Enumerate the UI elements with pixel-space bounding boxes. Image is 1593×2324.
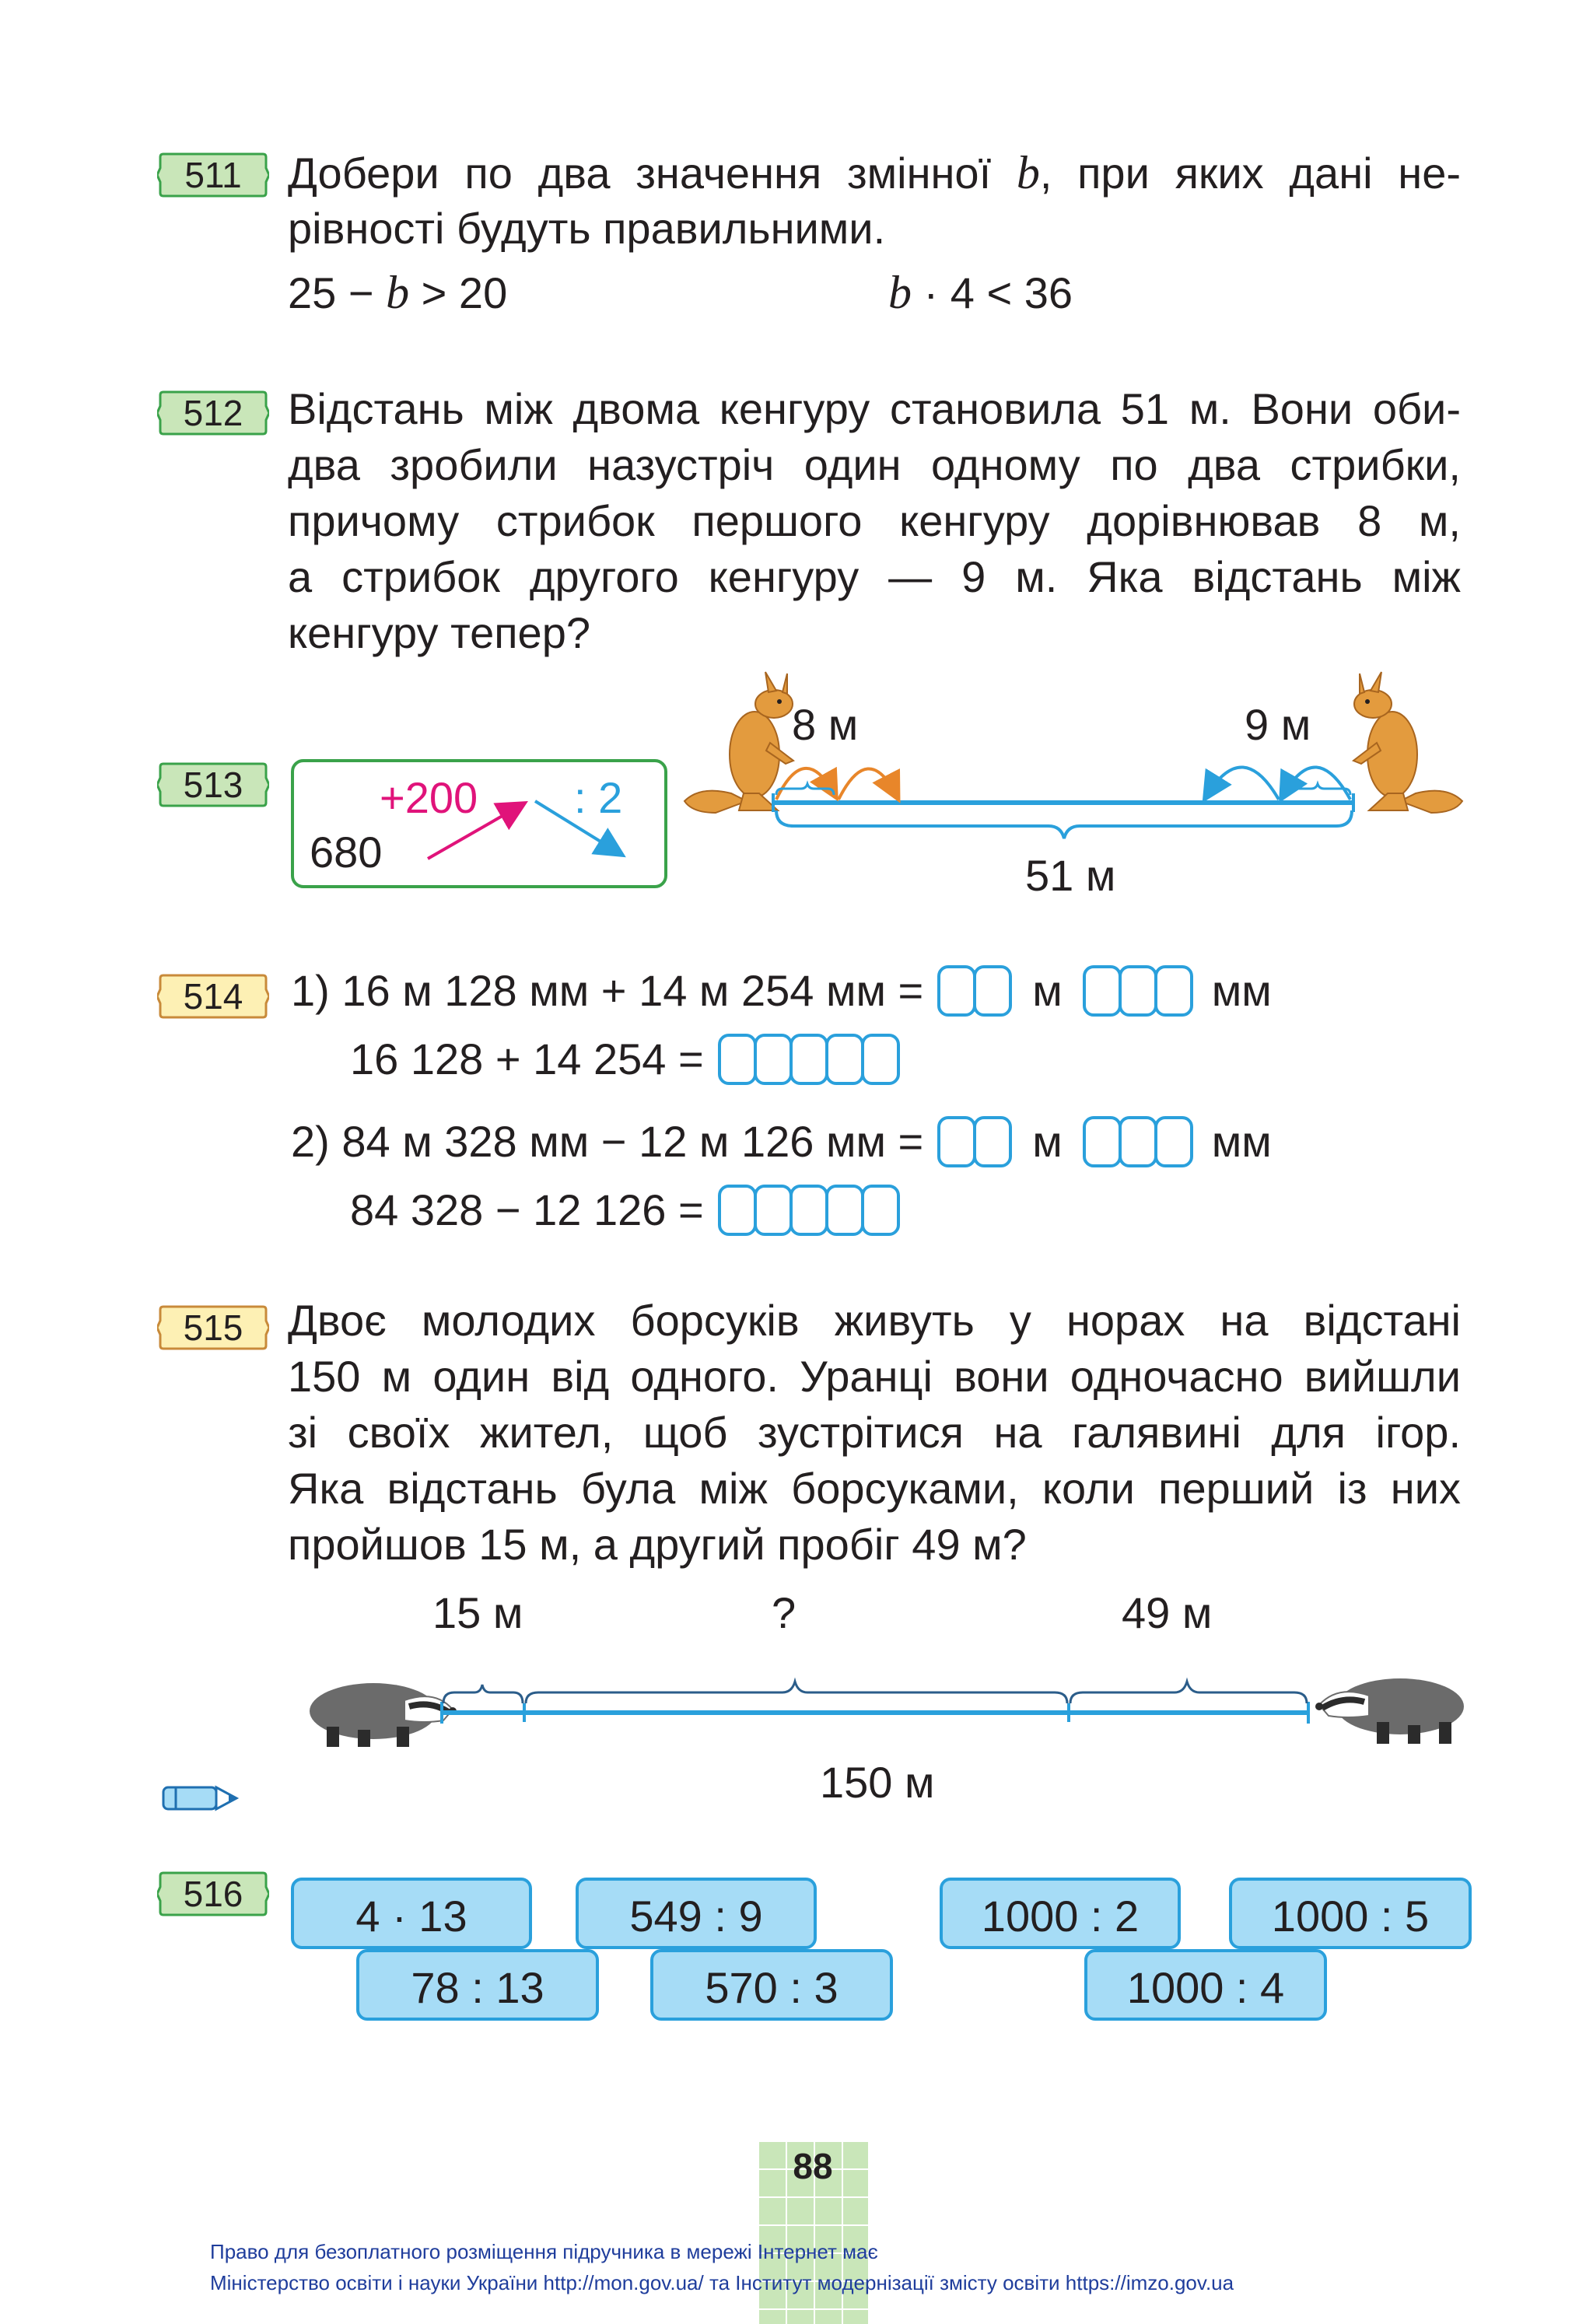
task-number-516: 516 — [157, 1870, 269, 1918]
task-512-line2: два зробили назустріч один одному по два стрибки, — [288, 440, 1461, 489]
answer-cells-2[interactable] — [718, 1034, 900, 1085]
badger-diagram — [288, 1626, 1478, 1750]
answer-m-cells-3[interactable] — [937, 1116, 1012, 1167]
brace-49m — [1070, 1682, 1307, 1703]
task-number-515: 515 — [157, 1304, 269, 1352]
footer-line1: Право для безоплатного розміщення підручника в мережі Інтернет має — [210, 2240, 878, 2263]
label-150m: 150 м — [820, 1758, 935, 1807]
expression-card[interactable]: 549 : 9 — [576, 1878, 817, 1949]
task-514-row4: 84 328 − 12 126 = — [350, 1182, 900, 1238]
expression-card[interactable]: 1000 : 4 — [1084, 1949, 1327, 2021]
label-49m: 49 м — [1122, 1588, 1213, 1637]
task-515-line3: зі своїх жител, щоб зустрітися на галявині для ігор. — [288, 1408, 1461, 1457]
task-515-line2: 150 м один від одного. Уранці вони одночасно вийшли — [288, 1352, 1461, 1401]
chain-start: 680 — [310, 828, 383, 877]
expression-card[interactable]: 78 : 13 — [356, 1949, 599, 2021]
task-511-line1: Добери по два значення змінної b, при яких дані не- — [288, 147, 1461, 198]
jump-arc-right-2 — [1207, 767, 1279, 800]
kangaroo-right-eye — [1365, 699, 1370, 704]
jump-arc-left-1 — [776, 768, 834, 800]
badger-left-icon — [310, 1683, 457, 1747]
answer-m-cells-1[interactable] — [937, 965, 1012, 1017]
expression-card[interactable]: 1000 : 5 — [1229, 1878, 1472, 1949]
inequality-2: b · 4 < 36 — [888, 267, 1073, 318]
brace-15m — [443, 1685, 523, 1703]
label-jump-9m: 9 м — [1245, 700, 1311, 749]
task-515-line1: Двоє молодих борсуків живуть у норах на відстані — [288, 1296, 1461, 1345]
task-514-row1: 1) 16 м 128 мм + 14 м 254 мм = м мм — [291, 966, 1272, 1015]
task-514-row3: 2) 84 м 328 мм − 12 м 126 мм = м мм — [291, 1117, 1272, 1166]
expression-card[interactable]: 4 · 13 — [291, 1878, 532, 1949]
task-511-line2: рівності будуть правильними. — [288, 204, 886, 253]
task-512-line3: причому стрибок першого кенгуру дорівнював 8 м, — [288, 496, 1461, 545]
label-total-51m: 51 м — [1025, 851, 1116, 900]
task-512-line1: Відстань між двома кенгуру становила 51 м. Вони оби- — [288, 384, 1461, 433]
chain-op-add: +200 — [380, 773, 478, 822]
brace-total — [776, 810, 1352, 838]
answer-mm-cells-3[interactable] — [1083, 1116, 1193, 1167]
kangaroo-left-eye — [777, 699, 782, 704]
brace-unknown — [526, 1682, 1067, 1703]
badger-right-icon — [1315, 1678, 1464, 1744]
task-512-line5: кенгуру тепер? — [288, 608, 590, 657]
label-15m: 15 м — [432, 1588, 523, 1637]
task-number-514: 514 — [157, 972, 269, 1020]
task-number-512: 512 — [157, 389, 269, 437]
chain-op-divide: : 2 — [574, 773, 623, 822]
expression-card[interactable]: 570 : 3 — [650, 1949, 893, 2021]
answer-cells-4[interactable] — [718, 1185, 900, 1236]
pencil-icon — [159, 1780, 240, 1817]
page-number-block — [758, 2140, 868, 2324]
task-515-line4: Яка відстань була між борсуками, коли перший із них — [288, 1464, 1461, 1513]
operation-chain-box — [291, 759, 667, 888]
label-jump-8m: 8 м — [792, 700, 859, 749]
kangaroo-right-icon — [1353, 672, 1462, 813]
footer-line2: Міністерство освіти і науки України http://mon.gov.ua/ та Інститут модернізації змісту освіти https://imzo.gov.ua — [210, 2271, 1234, 2294]
task-number-511: 511 — [157, 151, 269, 199]
task-515-line5: пройшов 15 м, а другий пробіг 49 м? — [288, 1520, 1027, 1569]
task-number-513: 513 — [157, 761, 269, 809]
task-514-row2: 16 128 + 14 254 = — [350, 1031, 900, 1087]
task-512-line4: а стрибок другого кенгуру — 9 м. Яка відстань між — [288, 552, 1461, 601]
inequality-1: 25 − b > 20 — [288, 267, 508, 318]
expression-card[interactable]: 1000 : 2 — [940, 1878, 1181, 1949]
answer-mm-cells-1[interactable] — [1083, 965, 1193, 1017]
label-unknown: ? — [772, 1588, 796, 1637]
jump-arc-left-2 — [839, 768, 896, 800]
page-number: 88 — [793, 2146, 833, 2186]
